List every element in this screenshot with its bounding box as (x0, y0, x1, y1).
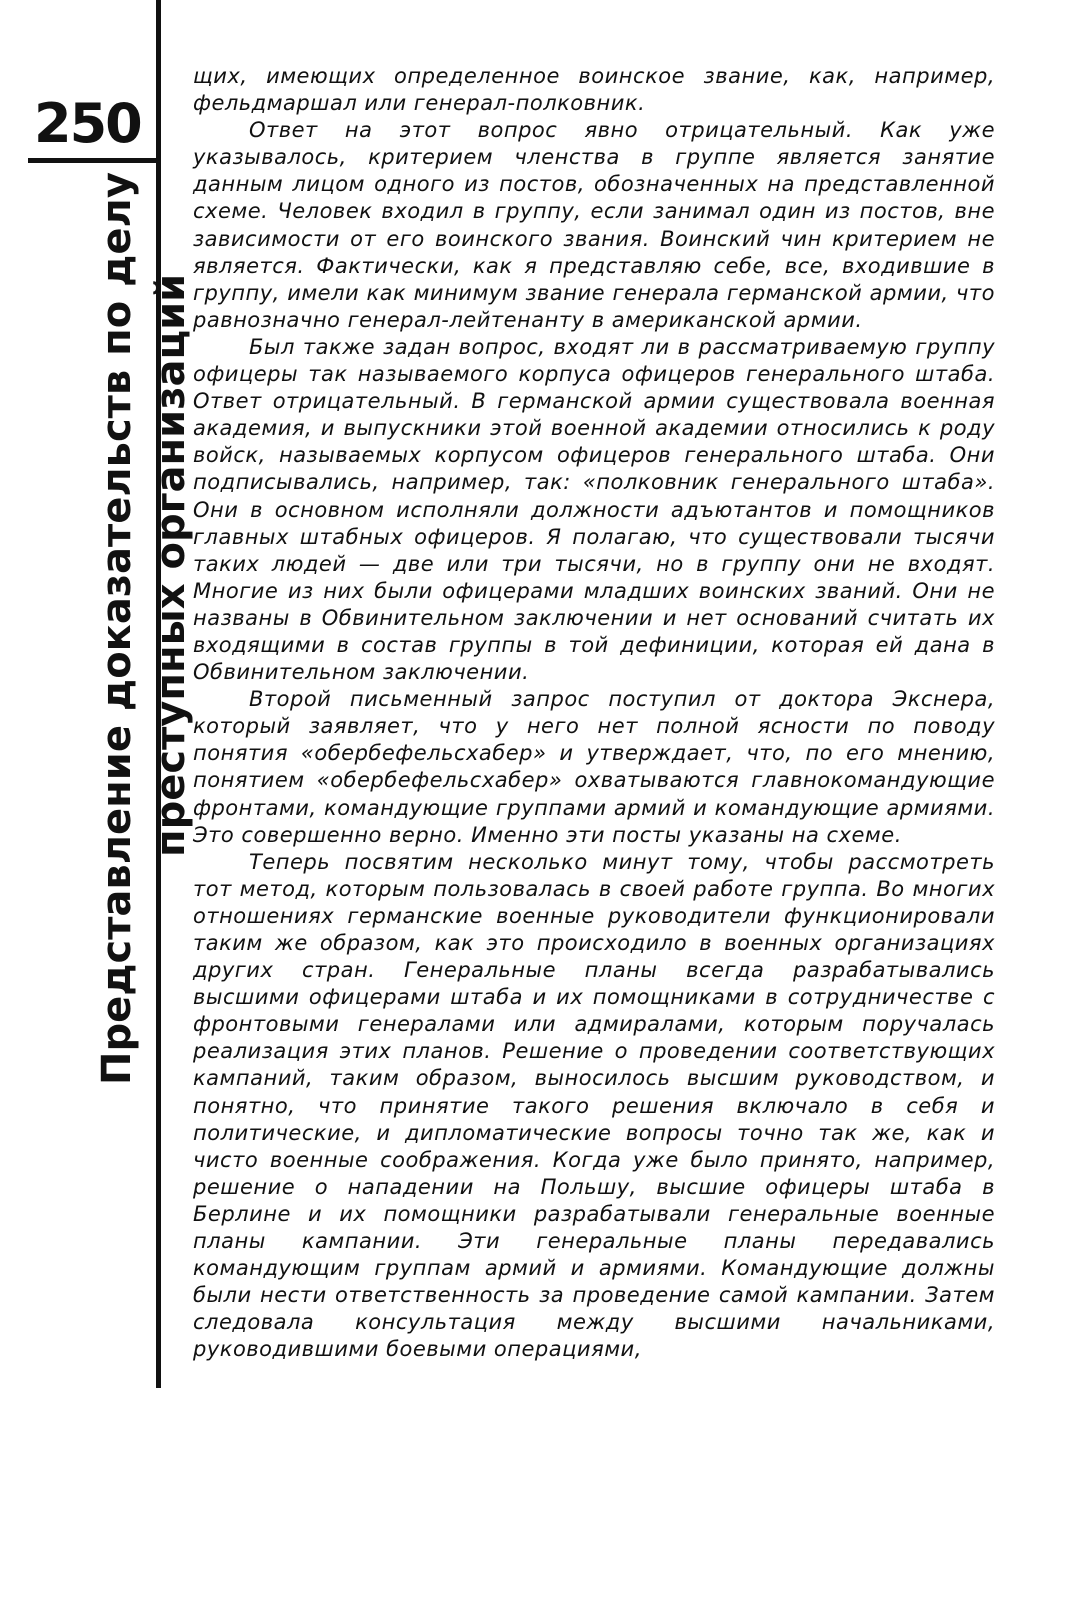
paragraph: Второй письменный запрос поступил от доктора Экснера, который заявляет, что у него нет полной ясности по поводу понятия «обербефельсхабер» и утверждает, что, по его мнению, понятием «обербефельсхабер» охватываются главнокомандующие фронтами, командующие группами армий и командующие армиями. Это совершенно верно. Именно эти посты указаны на схеме. (193, 687, 995, 847)
paragraph-continuation: щих, имеющих определенное воинское звание, как, например, фельдмаршал или генерал-полковник. (193, 64, 995, 116)
running-head (90, 85, 198, 1085)
running-head-line-1: Представление доказательств по делу (94, 172, 140, 1085)
running-head-line-2-text: преступных организаций (148, 273, 194, 857)
paragraph: Был также задан вопрос, входят ли в рассматриваемую группу офицеры так называемого корпуса офицеров генерального штаба. Ответ отрицательный. В германской армии существовала военная академия, и выпускники этой военной академии относились к роду войск, называемых корпусом офицеров генерального штаба. Они подписывались, например, так: «полковник генерального штаба». Они в основном исполняли должности адъютантов и помощников главных штабных офицеров. Я полагаю, что существовали тысячи таких людей — две или три тысячи, но в группу они не входят. Многие из них были офицерами младших воинских званий. Они не названы в Обвинительном заключении и нет оснований считать их входящими в состав группы в той дефиниции, которая ей дана в Обвинительном заключении. (193, 334, 995, 685)
running-head-line-2 (144, 85, 198, 1085)
page-number: 250 (34, 92, 141, 155)
paragraph: Ответ на этот вопрос явно отрицательный. Как уже указывалось, критерием членства в группе является занятие данным лицом одного из постов, обозначенных на представленной схеме. Человек входил в группу, если занимал один из постов, вне зависимости от его воинского звания. Воинский чин критерием не является. Фактически, как я представляю себе, все, входившие в группу, имели как минимум звание генерала германской армии, что равнозначно генерал-лейтенанту в американской армии. (193, 118, 995, 332)
body-text (193, 63, 995, 1364)
paragraph: Теперь посвятим несколько минут тому, чтобы рассмотреть тот метод, которым пользовалась в своей работе группа. Во многих отношениях германские военные руководители функционировали таким же образом, как это происходило в военных организациях других стран. Генеральные планы всегда разрабатывались высшими офицерами штаба и их помощниками в сотрудничестве с фронтовыми генералами или адмиралами, которым поручалась реализация этих планов. Решение о проведении соответствующих кампаний, таким образом, выносилось высшим руководством, и понятно, что принятие такого решения включало в себя и политические, и дипломатические вопросы точно так же, как и чисто военные соображения. Когда уже было принято, например, решение о нападении на Польшу, высшие офицеры штаба в Берлине и их помощники разрабатывали генеральные военные планы кампании. Эти генеральные планы передавались командующим группам армий и армиями. Командующие должны были нести ответственность за проведение самой кампании. Затем следовала консультация между высшими начальниками, руководившими боевыми операциями, (193, 849, 995, 1362)
